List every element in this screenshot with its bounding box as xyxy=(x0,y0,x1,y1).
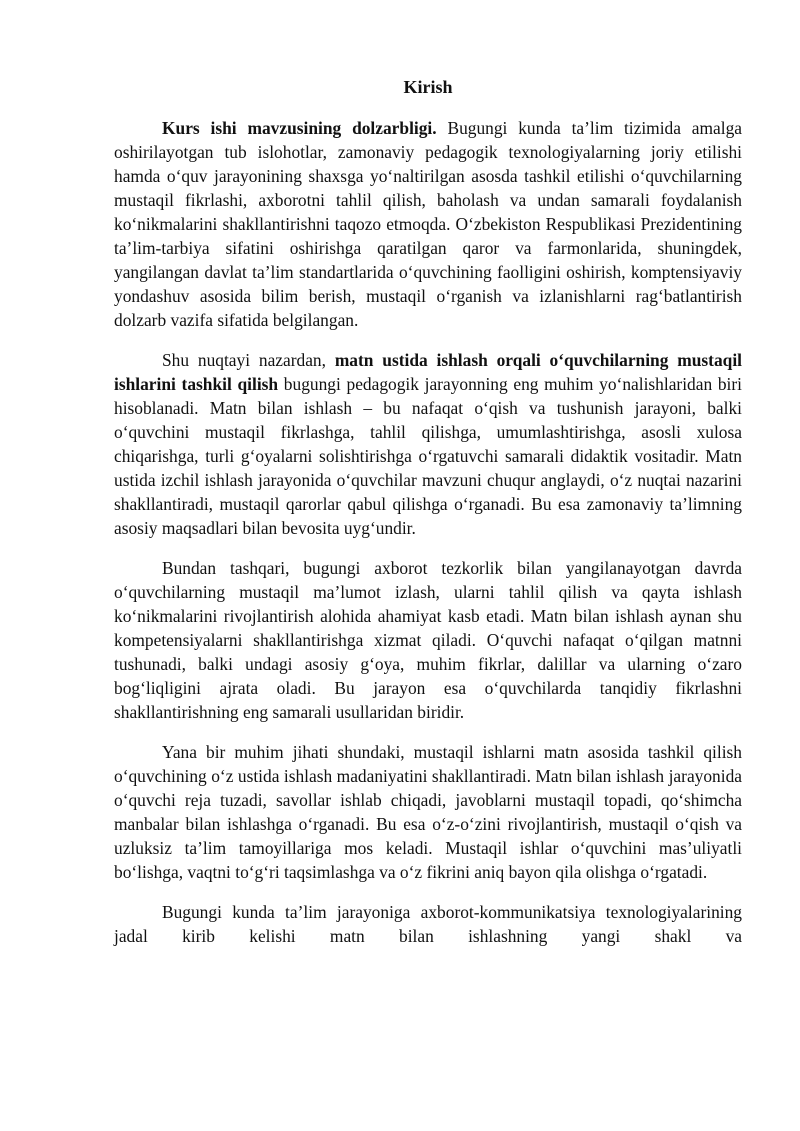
paragraph-approach xyxy=(114,348,742,540)
paragraph-self-work-culture: Yana bir muhim jihati shundaki, mustaqil ishlarni matn asosida tashkil qilish o‘quvchining o‘z ustida ishlash madaniyatini shakllantiradi. Matn bilan ishlash jarayonida o‘quvchi reja tuzadi, savollar ishlab chiqadi, javoblarni mustaqil topadi, qo‘shimcha manbalar bilan ishlashga o‘rganadi. Bu esa o‘z-o‘zini rivojlantirish, mustaqil o‘qish va uzluksiz ta’lim tamoyillariga mos keladi. Mustaqil ishlar o‘quvchini mas’uliyatli bo‘lishga, vaqtni to‘g‘ri taqsimlashga va o‘z fikrini aniq bayon qila olishga o‘rgatadi. xyxy=(114,742,742,882)
paragraph-bold-phrase: matn ustida ishlash orqali o‘quvchilarning mustaqil ishlarini tashkil qilish xyxy=(114,350,742,394)
paragraph-text: Bugungi kunda ta’lim tizimida amalga oshirilayotgan tub islohotlar, zamonaviy pedagogik texnologiyalarning joriy etilishi hamda o‘quv jarayonining shaxsga yo‘naltirilgan asosda tashkil etilishi o‘quvchilarning mustaqil fikrlashi, axborotni tahlil qilish, baholash va undan samarali foydalanish ko‘nikmalarini shakllantirishni taqozo etmoqda. O‘zbekiston Respublikasi Prezidentining ta’lim-tarbiya sifatini oshirishga qaratilgan qaror va farmonlarida, shuningdek, yangilangan davlat ta’lim standartlarida o‘quvchining faolligini oshirish, komptensiyaviy yondashuv asosida bilim berish, mustaqil o‘rganish va izlanishlarni rag‘batlantirish dolzarb vazifa sifatida belgilangan. xyxy=(114,118,742,330)
paragraph-text-before: Shu nuqtayi nazardan, xyxy=(162,350,335,370)
paragraph-text-after: bugungi pedagogik jarayonning eng muhim yo‘nalishlaridan biri hisoblanadi. Matn bilan ishlash – bu nafaqat o‘qish va tushunish jarayoni, balki o‘quvchini mustaqil fikrlashga, tahlil qilishga, umumlashtirishga, asosli xulosa chiqarishga, turli g‘oyalarni solishtirishga o‘rgatuvchi samarali didaktik vositadir. Matn ustida izchil ishlash jarayonida o‘quvchilar mavzuni chuqur anglaydi, o‘z nuqtai nazarini shakllantiradi, mustaqil qarorlar qabul qilishga o‘rganadi. Bu esa zamonaviy ta’limning asosiy maqsadlari bilan bevosita uyg‘undir. xyxy=(114,374,742,538)
paragraph-information-age: Bundan tashqari, bugungi axborot tezkorlik bilan yangilanayotgan davrda o‘quvchilarning mustaqil ma’lumot izlash, ularni tahlil qilish va qayta ishlash ko‘nikmalarini rivojlantirish alohida ahamiyat kasb etadi. Matn bilan ishlash aynan shu kompetensiyalarni shakllantirishga xizmat qiladi. O‘quvchi nafaqat o‘qilgan matnni tushunadi, balki undagi asosiy g‘oya, muhim fikrlar, dalillar va ularning o‘zaro bog‘liqligini ajrata oladi. Bu jarayon esa o‘quvchilarda tanqidiy fikrlashni shakllantirishning eng samarali usullaridan biridir. xyxy=(114,558,742,722)
paragraph-ict: Bugungi kunda ta’lim jarayoniga axborot-kommunikatsiya texnologiyalarining jadal kirib kelishi matn bilan ishlashning yangi shakl va xyxy=(114,902,742,946)
paragraph-relevance xyxy=(114,116,742,332)
document-page xyxy=(114,74,742,964)
page-title: Kirish xyxy=(403,77,453,97)
paragraph-lead-bold: Kurs ishi mavzusining dolzarbligi. xyxy=(162,118,437,138)
